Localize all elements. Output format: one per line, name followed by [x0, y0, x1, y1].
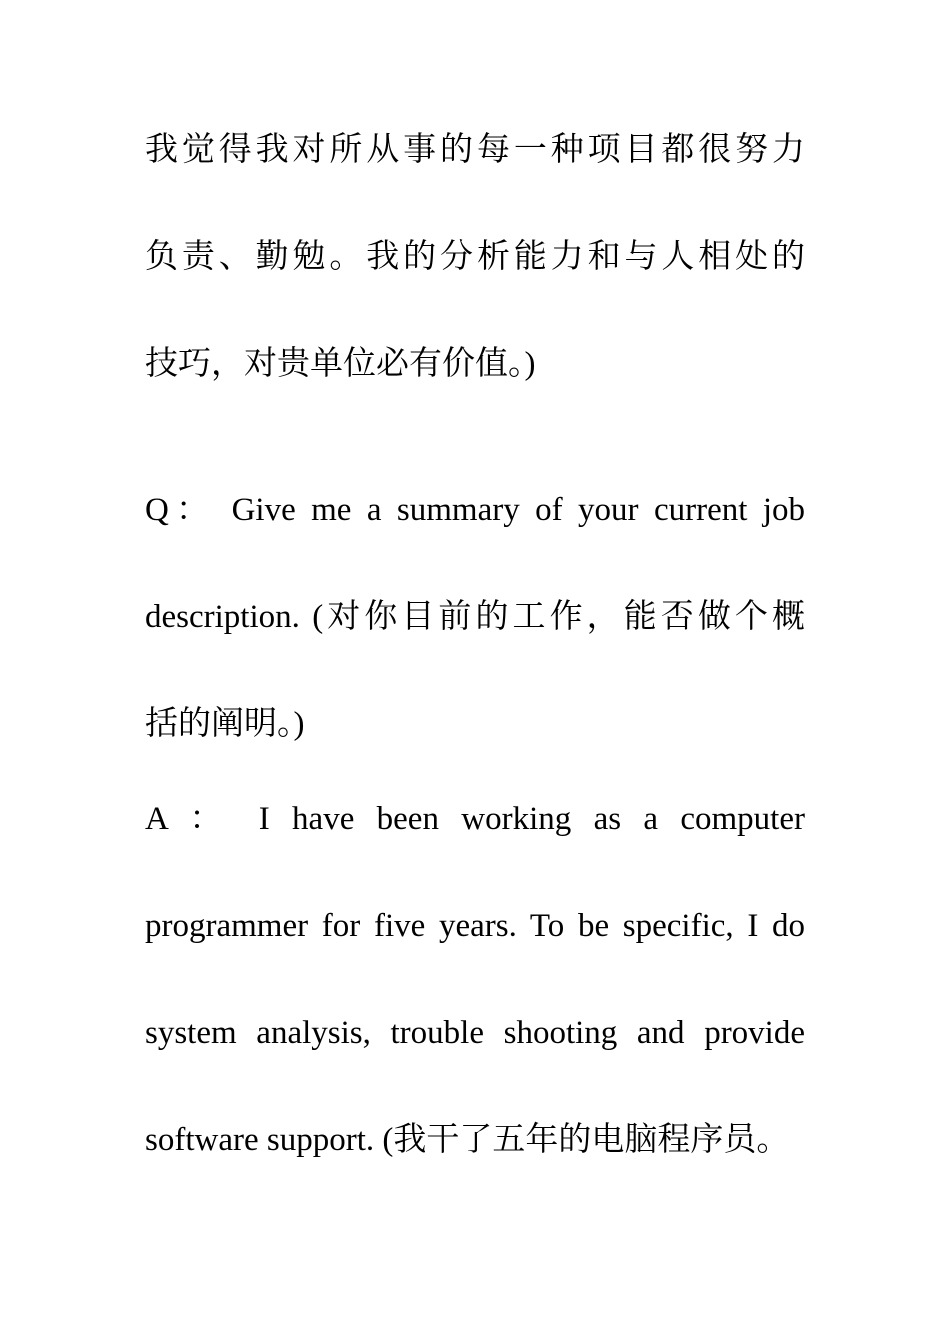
text-line: 技巧，对贵单位必有价值。): [145, 346, 536, 382]
text-line: 我觉得我对所从事的每一种项目都很努力: [145, 132, 805, 168]
text-line: Q： Give me a summary of your current job: [145, 492, 805, 528]
text-line: 负责、勤勉。我的分析能力和与人相处的: [145, 239, 805, 275]
text-line: software support. (我干了五年的电脑程序员。: [145, 1122, 790, 1158]
text-line: A ： I have been working as a computer: [145, 801, 805, 837]
text-line: system analysis, trouble shooting and provide: [145, 1015, 805, 1051]
text-line: description. (对你目前的工作，能否做个概: [145, 599, 805, 635]
text-line: 括的阐明。): [145, 706, 305, 742]
text-line: programmer for five years. To be specific, I do: [145, 908, 805, 944]
